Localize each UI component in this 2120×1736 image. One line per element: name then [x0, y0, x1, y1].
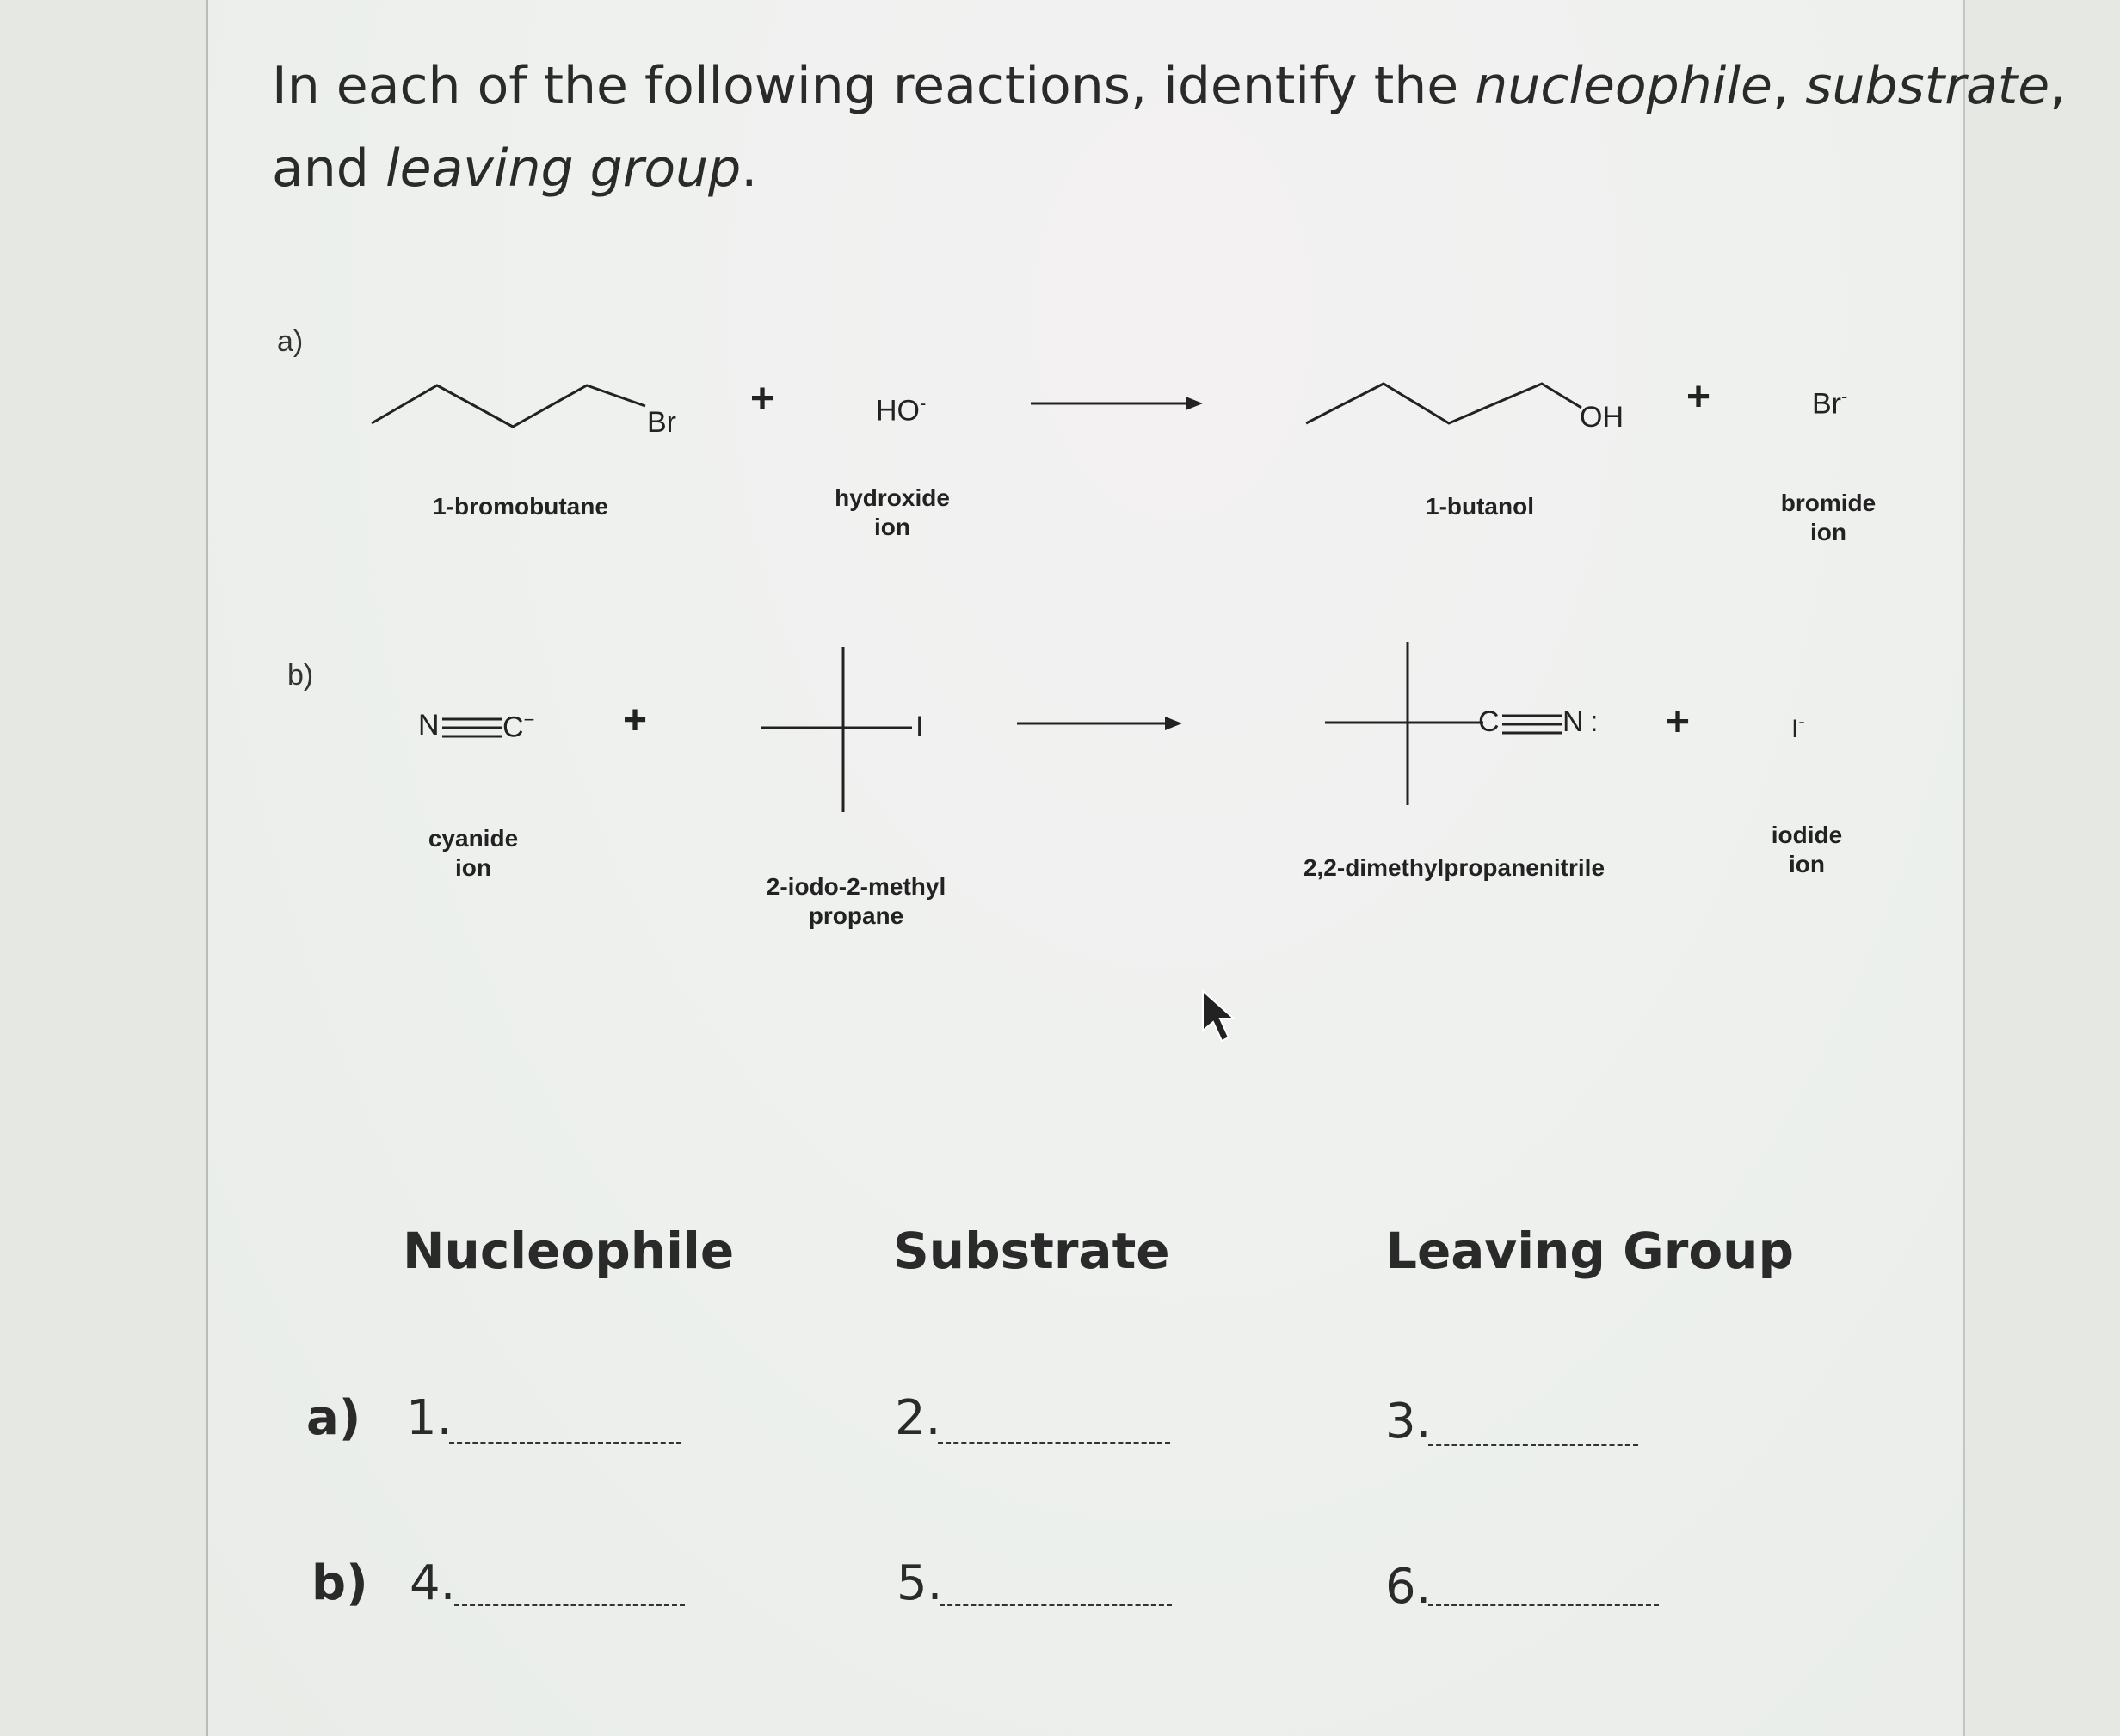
- instruction-sep2: ,: [2049, 56, 2067, 116]
- instruction-end: .: [741, 139, 758, 199]
- nitrile-triple-bond: [1502, 707, 1564, 742]
- answer-3-blank[interactable]: [1428, 1444, 1638, 1446]
- bromobutane-br-atom: Br: [647, 406, 676, 439]
- bromide-charge: -: [1841, 385, 1848, 407]
- header-substrate: Substrate: [893, 1222, 1170, 1280]
- bromobutane-structure: [370, 379, 680, 430]
- reaction-b-plus-1: +: [623, 698, 648, 743]
- nitrile-lone-pair: :: [1590, 705, 1599, 738]
- header-nucleophile: Nucleophile: [403, 1222, 735, 1280]
- reaction-a-plus-1: +: [750, 376, 775, 422]
- hydroxide-name: [817, 483, 967, 542]
- iodomethylpropane-name-line2: propane: [808, 902, 904, 929]
- iodide-name-line1: iodide: [1771, 822, 1843, 848]
- nitrile-c-atom: C: [1478, 705, 1500, 738]
- iodide-charge: -: [1798, 711, 1805, 732]
- iodomethylpropane-name: [749, 872, 964, 931]
- answer-6-number: 6.: [1385, 1559, 1432, 1615]
- iodide-i: I: [1791, 715, 1799, 743]
- cyanide-n-atom: N: [418, 709, 440, 742]
- reaction-b-plus-2: +: [1666, 699, 1691, 745]
- hydroxide-name-line2: ion: [874, 514, 910, 540]
- cyanide-name-line2: ion: [455, 854, 491, 881]
- answer-3-number: 3.: [1385, 1394, 1432, 1450]
- answer-2-blank[interactable]: [938, 1442, 1170, 1444]
- answer-1-blank[interactable]: [449, 1442, 681, 1444]
- instruction-substrate: substrate: [1805, 56, 2050, 116]
- butanol-structure: [1304, 379, 1614, 430]
- answer-2-number: 2.: [895, 1390, 941, 1446]
- reaction-a-arrow: [1031, 391, 1206, 416]
- bromide-name-line2: ion: [1810, 519, 1846, 545]
- bromide-name: [1755, 489, 1901, 547]
- reaction-b-arrow: [1017, 711, 1184, 736]
- answer-1-number: 1.: [406, 1390, 453, 1446]
- hydroxide-charge: -: [920, 392, 927, 414]
- instruction-text: [272, 45, 2066, 210]
- bromide-name-line1: bromide: [1780, 489, 1877, 516]
- answer-6-blank[interactable]: [1428, 1604, 1659, 1606]
- instruction-leaving: leaving group: [385, 139, 742, 199]
- reaction-b-label: b): [287, 659, 314, 692]
- header-leaving-group: Leaving Group: [1385, 1222, 1794, 1280]
- iodomethylpropane-name-line1: 2-iodo-2-methyl: [766, 873, 946, 900]
- instruction-nucleophile: nucleophile: [1475, 56, 1772, 116]
- mouse-cursor-icon: [1201, 989, 1239, 1046]
- cyanide-c-atom: [502, 709, 534, 744]
- iodomethylpropane-structure: [761, 647, 924, 816]
- answer-5-blank[interactable]: [940, 1604, 1172, 1606]
- iodomethylpropane-i-atom: I: [915, 711, 924, 743]
- iodide-formula: [1791, 711, 1805, 744]
- nitrile-n-atom: N: [1562, 705, 1584, 738]
- answer-4-number: 4.: [410, 1555, 456, 1611]
- reaction-a-plus-2: +: [1686, 374, 1711, 420]
- answer-5-number: 5.: [897, 1555, 943, 1611]
- hydroxide-formula: [876, 392, 926, 428]
- hydroxide-name-line1: hydroxide: [835, 484, 950, 511]
- iodide-name-line2: ion: [1789, 851, 1825, 877]
- bromide-br: Br: [1812, 387, 1841, 421]
- answer-row-a-label: a): [306, 1390, 361, 1446]
- answer-row-b-label: b): [311, 1555, 368, 1611]
- reaction-a-label: a): [277, 325, 304, 358]
- cyanide-name: [404, 824, 542, 883]
- instruction-sep1: ,: [1772, 56, 1806, 116]
- cyanide-name-line1: cyanide: [428, 825, 519, 852]
- cyanide-c: C: [502, 711, 524, 744]
- iodide-name: [1747, 821, 1867, 879]
- hydroxide-ho: HO: [876, 394, 920, 428]
- butanol-oh-atom: OH: [1580, 401, 1624, 434]
- bromobutane-name: 1-bromobutane: [433, 493, 608, 520]
- cyanide-charge: −: [523, 709, 535, 730]
- cyanide-triple-bond: [442, 711, 504, 745]
- answer-4-blank[interactable]: [454, 1604, 685, 1606]
- bromide-formula: [1812, 385, 1847, 421]
- instruction-part1: In each of the following reactions, identify the: [272, 56, 1476, 116]
- nitrile-name: 2,2-dimethylpropanenitrile: [1303, 854, 1605, 881]
- butanol-name: 1-butanol: [1426, 493, 1534, 520]
- nitrile-structure: [1325, 642, 1488, 807]
- instruction-part2: and: [272, 139, 385, 199]
